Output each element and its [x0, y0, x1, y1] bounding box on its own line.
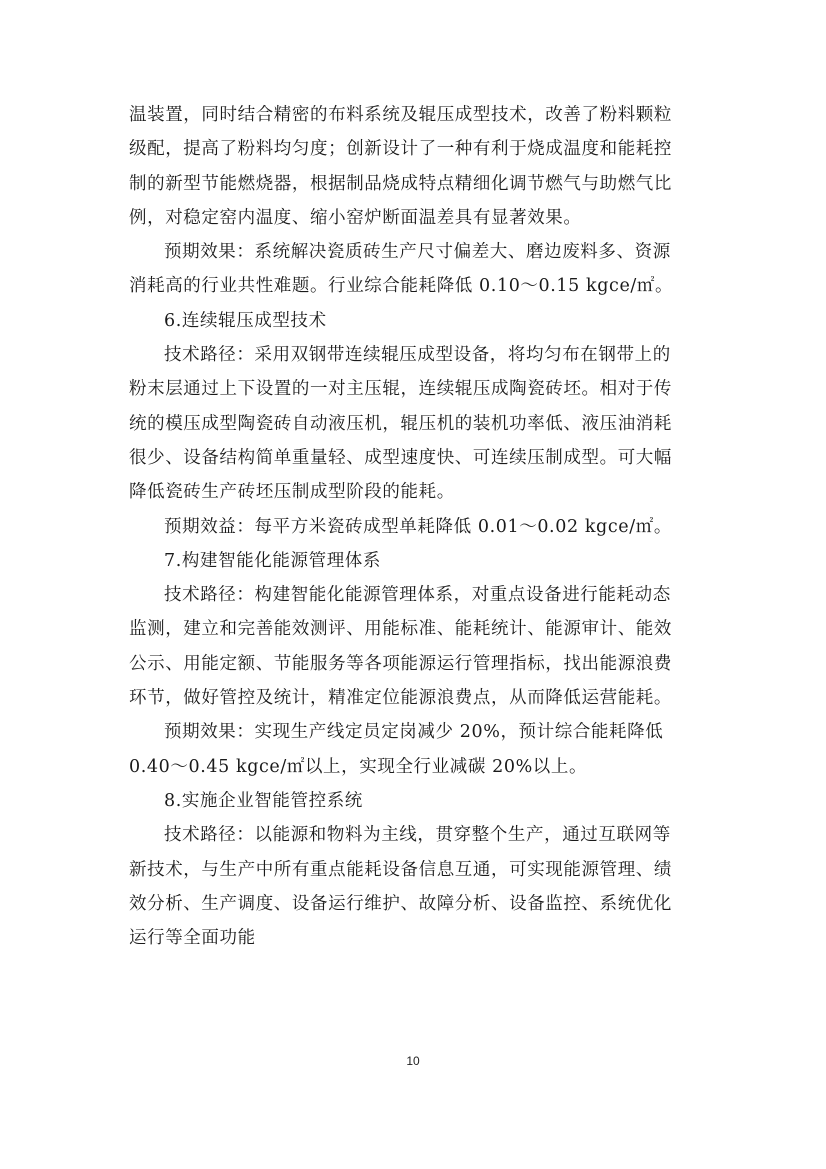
text-line: 运行等全面功能 [129, 928, 256, 949]
paragraph-technical-path-7 [129, 578, 703, 715]
text-line: 降低瓷砖生产砖坯压制成型阶段的能耗。 [129, 482, 455, 503]
section-heading-7: 7.构建智能化能源管理体系 [164, 550, 381, 571]
paragraph-expected-benefit-6 [129, 510, 703, 544]
text-line: 技术路径：以能源和物料为主线，贯穿整个生产，通过互联网等 [164, 825, 671, 846]
paragraph-burner-description [129, 98, 703, 235]
text-line: 预期效果：实现生产线定员定岗减少 20%，预计综合能耗降低 [164, 722, 664, 743]
text-line: 预期效果：系统解决瓷质砖生产尺寸偏差大、磨边废料多、资源 [164, 242, 671, 263]
text-line: 级配，提高了粉料均匀度；创新设计了一种有利于烧成温度和能耗控 [129, 139, 672, 160]
text-line: 例，对稳定窑内温度、缩小窑炉断面温差具有显著效果。 [129, 207, 582, 228]
text-line: 公示、用能定额、节能服务等各项能源运行管理指标，找出能源浪费 [129, 653, 672, 674]
paragraph-technical-path-8 [129, 818, 703, 955]
text-line: 0.40～0.45 kgce/㎡以上，实现全行业减碳 20%以上。 [129, 756, 588, 777]
paragraph-technical-path-6 [129, 338, 703, 509]
page-number: 10 [406, 1054, 420, 1068]
text-line: 预期效益：每平方米瓷砖成型单耗降低 0.01～0.02 kgce/㎡。 [164, 516, 672, 537]
text-line: 温装置，同时结合精密的布料系统及辊压成型技术，改善了粉料颗粒 [129, 105, 672, 125]
text-line: 环节，做好管控及统计，精准定位能源浪费点，从而降低运营能耗。 [129, 688, 672, 709]
paragraph-expected-effect-7 [129, 715, 703, 784]
text-line: 监测，建立和完善能效测评、用能标准、能耗统计、能源审计、能效 [129, 619, 672, 640]
text-line: 效分析、生产调度、设备运行维护、故障分析、设备监控、系统优化 [129, 893, 672, 914]
text-line: 制的新型节能燃烧器，根据制品烧成特点精细化调节燃气与助燃气比 [129, 173, 672, 194]
text-line: 技术路径：采用双钢带连续辊压成型设备，将均匀布在钢带上的 [164, 345, 671, 366]
text-line: 技术路径：构建智能化能源管理体系，对重点设备进行能耗动态 [164, 585, 671, 606]
section-heading-8: 8.实施企业智能管控系统 [164, 790, 363, 811]
text-line: 统的模压成型陶瓷砖自动液压机，辊压机的装机功率低、液压油消耗 [129, 413, 672, 434]
text-line: 消耗高的行业共性难题。行业综合能耗降低 0.10～0.15 kgce/㎡。 [129, 276, 674, 297]
text-line: 新技术，与生产中所有重点能耗设备信息互通，可实现能源管理、绩 [129, 859, 672, 880]
text-line: 很少、设备结构简单重量轻、成型速度快、可连续压制成型。可大幅 [129, 447, 672, 468]
section-heading-6: 6.连续辊压成型技术 [164, 310, 327, 331]
text-line: 粉末层通过上下设置的一对主压辊，连续辊压成陶瓷砖坯。相对于传 [129, 379, 672, 400]
page-body [129, 98, 703, 955]
paragraph-expected-effect-1 [129, 235, 703, 304]
